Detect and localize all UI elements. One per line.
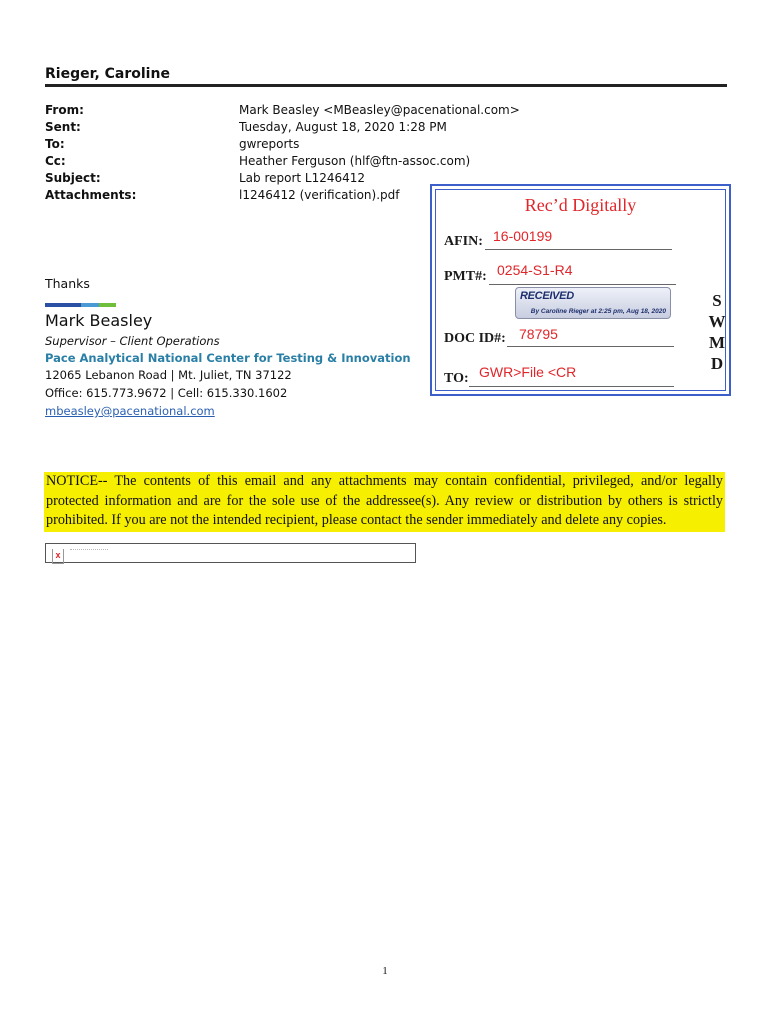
side-letter: S <box>712 291 722 310</box>
header-rule <box>45 84 727 87</box>
signature-title: Supervisor – Client Operations <box>45 334 220 348</box>
attachments-label: Attachments: <box>45 188 137 202</box>
attachment-link[interactable]: l1246412 (verification).pdf <box>239 188 400 202</box>
subject-value: Lab report L1246412 <box>239 171 366 185</box>
subject-label: Subject: <box>45 171 101 185</box>
to-value: gwreports <box>239 137 300 151</box>
afin-value: 16-00199 <box>493 228 553 244</box>
greeting-text: Thanks <box>45 276 90 291</box>
sent-value: Tuesday, August 18, 2020 1:28 PM <box>239 120 447 134</box>
received-by-text: By Caroline Rieger at 2:25 pm, Aug 18, 2020 <box>530 308 666 315</box>
cc-value: Heather Ferguson (hlf@ftn-assoc.com) <box>239 154 471 168</box>
sent-label: Sent: <box>45 120 81 134</box>
side-letter: W <box>708 312 726 331</box>
docid-value: 78795 <box>519 326 558 342</box>
placeholder-caption <box>70 549 108 550</box>
to-label: To: <box>45 137 65 151</box>
signature-phone: Office: 615.773.9672 | Cell: 615.330.1602 <box>45 386 288 400</box>
swmd-letters <box>707 290 727 374</box>
side-letter: D <box>710 354 724 373</box>
signature-address: 12065 Lebanon Road | Mt. Juliet, TN 37122 <box>45 368 292 382</box>
signature-color-bar <box>45 303 116 307</box>
bar-segment <box>45 303 65 307</box>
from-label: From: <box>45 103 84 117</box>
docid-line <box>507 346 674 347</box>
bar-segment <box>99 303 116 307</box>
to-stamp-label: TO: <box>444 371 469 386</box>
pmt-label: PMT#: <box>444 269 487 284</box>
mailbox-owner: Rieger, Caroline <box>45 66 170 82</box>
signature-company: Pace Analytical National Center for Testing & Innovation <box>45 351 411 365</box>
received-word: RECEIVED <box>520 290 574 302</box>
stamp-inner-border <box>435 189 726 391</box>
bar-segment <box>81 303 99 307</box>
broken-image-icon: x <box>52 549 64 564</box>
to-stamp-line <box>469 386 674 387</box>
side-letter: M <box>708 333 726 352</box>
received-badge <box>515 287 671 319</box>
signature-name: Mark Beasley <box>45 311 153 330</box>
cc-label: Cc: <box>45 154 66 168</box>
from-value: Mark Beasley <MBeasley@pacenational.com> <box>239 103 520 117</box>
signature-email-link[interactable]: mbeasley@pacenational.com <box>45 404 215 418</box>
pmt-line <box>489 284 676 285</box>
pmt-value: 0254-S1-R4 <box>497 262 573 278</box>
confidentiality-notice: NOTICE-- The contents of this email and any attachments may contain confidential, privileged, and/or legally protected information and are for the sole use of the addressee(s). Any review or distribution by others is strictly prohibited. If you are not the intended recipient, please contact the sender immediately and delete any copies. <box>44 472 725 532</box>
afin-label: AFIN: <box>444 234 483 249</box>
stamp-title: Rec’d Digitally <box>524 195 637 215</box>
docid-label: DOC ID#: <box>444 331 506 346</box>
bar-segment <box>65 303 81 307</box>
broken-image-placeholder <box>45 543 416 563</box>
afin-line <box>485 249 672 250</box>
received-stamp <box>430 184 731 396</box>
page-number: 1 <box>382 965 388 977</box>
to-stamp-value: GWR>File <CR <box>479 364 577 380</box>
